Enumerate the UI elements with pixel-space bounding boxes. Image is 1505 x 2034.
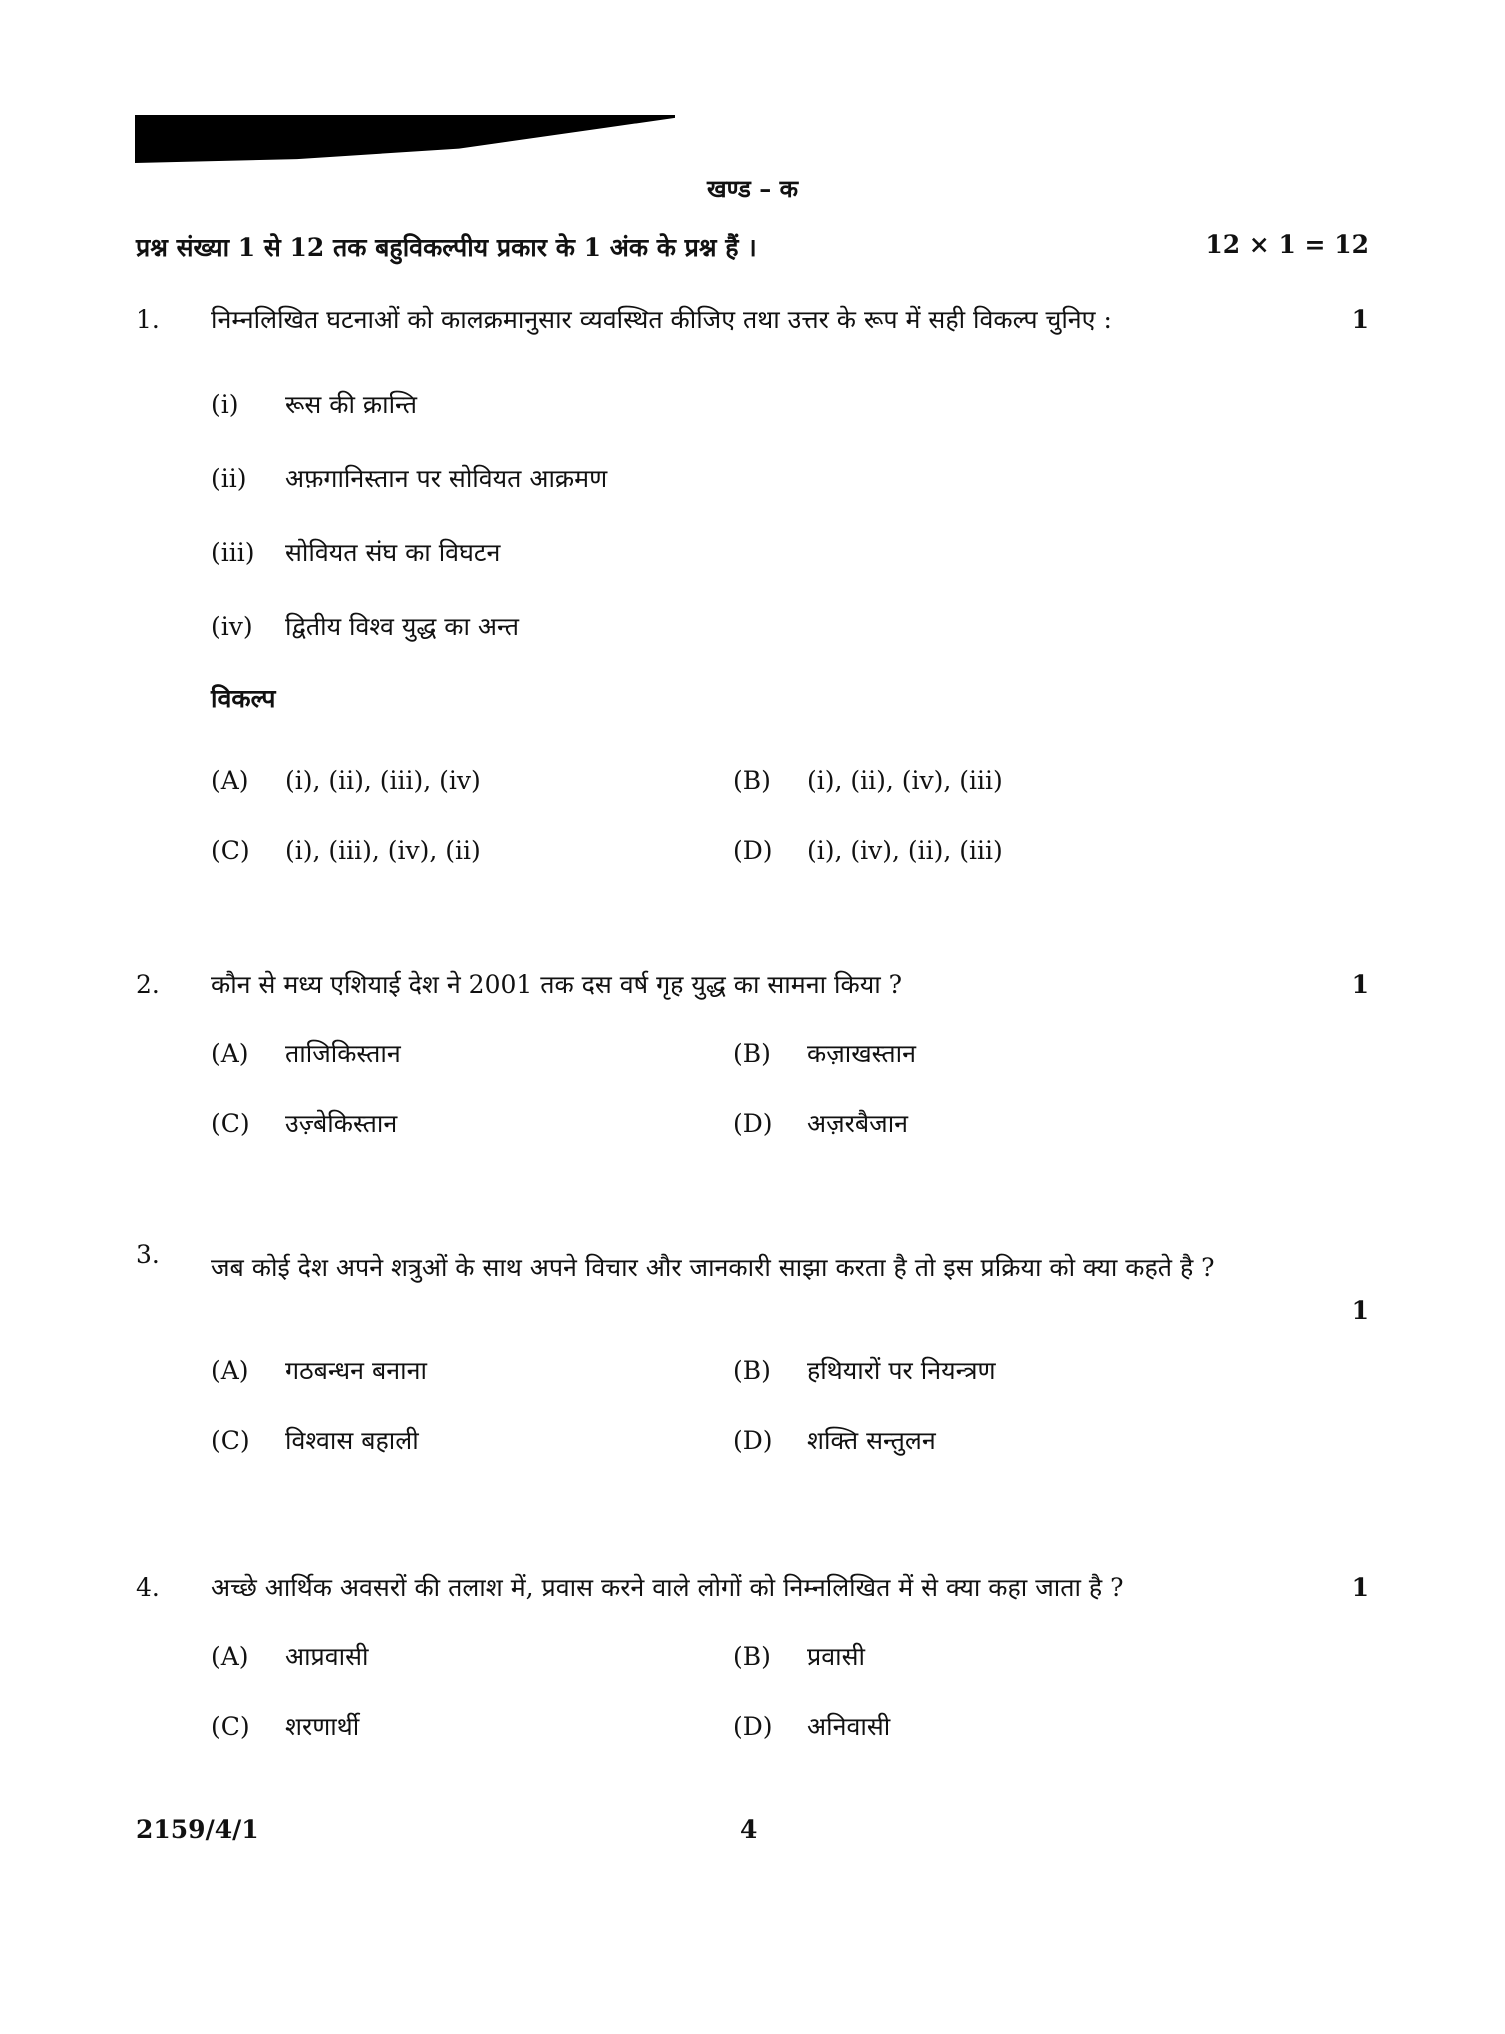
section-title: खण्ड – क [706,174,798,203]
list-item: (iv) द्वितीय विश्व युद्ध का अन्त [211,611,519,641]
question-marks: 1 [1351,1296,1369,1325]
option-c: (C) विश्वास बहाली [211,1425,419,1455]
question-marks: 1 [1351,305,1369,334]
option-b: (B) प्रवासी [733,1641,865,1671]
question-1 [136,305,1369,885]
options-grid [211,1621,1369,1761]
question-marks: 1 [1351,1573,1369,1602]
option-a: (A) (i), (ii), (iii), (iv) [211,765,481,795]
option-a: (A) गठबन्धन बनाना [211,1355,427,1385]
options-grid [211,1018,1369,1158]
question-number: 1. [136,305,160,334]
question-marks: 1 [1351,970,1369,999]
list-item: (iii) सोवियत संघ का विघटन [211,537,501,567]
question-2 [136,970,1369,1158]
instructions-text: प्रश्न संख्या 1 से 12 तक बहुविकल्पीय प्रकार के 1 अंक के प्रश्न हैं । [136,233,757,262]
question-number: 2. [136,970,160,999]
option-c: (C) शरणार्थी [211,1711,360,1741]
question-text: जब कोई देश अपने शत्रुओं के साथ अपने विचार और जानकारी साझा करता है तो इस प्रक्रिया को क्या कहते है ? [211,1253,1215,1282]
instructions [136,230,1369,264]
option-d: (D) अज़रबैजान [733,1108,909,1138]
option-d: (D) (i), (iv), (ii), (iii) [733,835,1003,865]
question-number: 4. [136,1573,160,1602]
question-text: कौन से मध्य एशियाई देश ने 2001 तक दस वर्ष गृह युद्ध का सामना किया ? [211,970,903,999]
list-item: (ii) अफ़गानिस्तान पर सोवियत आक्रमण [211,463,608,493]
option-c: (C) (i), (iii), (iv), (ii) [211,835,481,865]
paper-code: 2159/4/1 [136,1815,259,1844]
question-4 [136,1573,1369,1761]
options-grid [211,745,1369,885]
question-number: 3. [136,1240,160,1269]
option-a: (A) ताजिकिस्तान [211,1038,401,1068]
option-b: (B) कज़ाखस्तान [733,1038,917,1068]
option-d: (D) शक्ति सन्तुलन [733,1425,936,1455]
option-b: (B) (i), (ii), (iv), (iii) [733,765,1003,795]
question-3 [136,1240,1369,1475]
list-item: (i) रूस की क्रान्ति [211,389,417,419]
question-text: निम्नलिखित घटनाओं को कालक्रमानुसार व्यवस्थित कीजिए तथा उत्तर के रूप में सही विकल्प चुनिए : [211,305,1112,334]
question-text: अच्छे आर्थिक अवसरों की तलाश में, प्रवास करने वाले लोगों को निम्नलिखित में से क्या कहा जाता है ? [211,1573,1124,1602]
option-d: (D) अनिवासी [733,1711,891,1741]
options-grid [211,1335,1369,1475]
redaction-bar [135,115,675,163]
option-a: (A) आप्रवासी [211,1641,369,1671]
instructions-marks: 12 × 1 = 12 [1205,230,1369,259]
page-number: 4 [740,1815,758,1844]
option-c: (C) उज़्बेकिस्तान [211,1108,398,1138]
options-heading: विकल्प [211,684,276,713]
option-b: (B) हथियारों पर नियन्त्रण [733,1355,996,1385]
